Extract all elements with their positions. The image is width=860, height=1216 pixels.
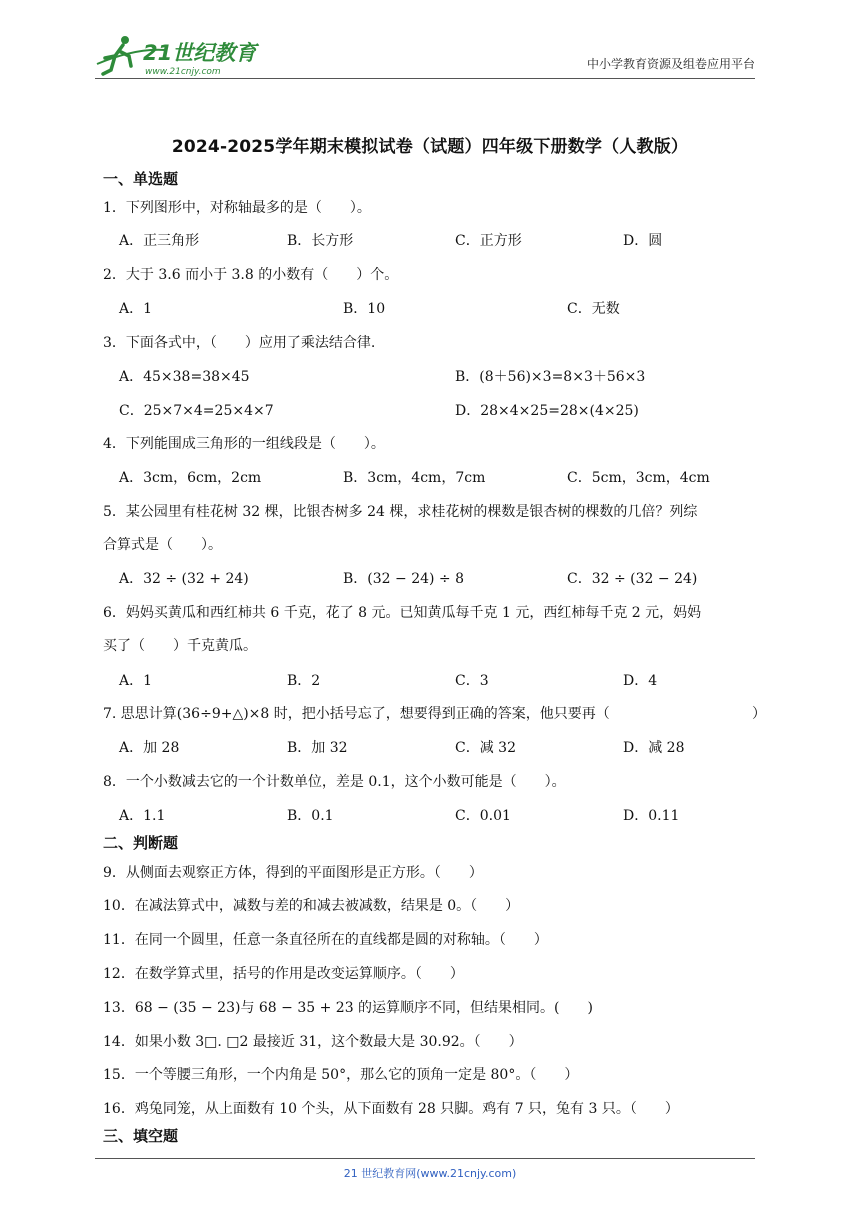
option: D．28×4×25=28×(4×25): [455, 403, 639, 419]
option: D．圆: [623, 233, 663, 249]
page-header: [95, 30, 755, 78]
option: A．1: [119, 673, 153, 689]
question-stem: 4．下列能围成三角形的一组线段是（ ）。: [103, 436, 385, 452]
section-heading-single-choice: 一、单选题: [103, 170, 179, 188]
option: B．10: [343, 301, 386, 317]
option: C．3: [455, 673, 489, 689]
option: A．3cm，6cm，2cm: [119, 470, 262, 486]
option: D．减 28: [623, 740, 685, 756]
logo: [95, 30, 265, 78]
option: A．32 ÷ (32 + 24): [119, 571, 249, 587]
option: B．0.1: [287, 808, 334, 824]
option: B．2: [287, 673, 321, 689]
judge-question: 12．在数学算式里，括号的作用是改变运算顺序。（ ）: [103, 966, 464, 982]
platform-name: 中小学教育资源及组卷应用平台: [586, 57, 755, 71]
option: A．1: [119, 301, 153, 317]
option: B．3cm，4cm，7cm: [343, 470, 486, 486]
question-stem: 8．一个小数减去它的一个计数单位，差是 0.1，这个小数可能是（ ）。: [103, 774, 566, 790]
option: C．25×7×4=25×4×7: [119, 403, 274, 419]
answer-blank-close: ）: [752, 706, 766, 722]
judge-question: 13．68 − (35 − 23)与 68 − 35 + 23 的运算顺序不同，但结果相同。( ): [103, 1000, 593, 1016]
question-stem: 7. 思思计算(36÷9+△)×8 时，把小括号忘了，想要得到正确的答案，他只要再（: [103, 706, 610, 722]
option: A．加 28: [119, 740, 180, 756]
question-stem: 3．下面各式中，（ ）应用了乘法结合律.: [103, 335, 376, 351]
option: C．减 32: [455, 740, 516, 756]
judge-question: 9．从侧面去观察正方体，得到的平面图形是正方形。（ ）: [103, 865, 483, 881]
judge-question: 16．鸡兔同笼，从上面数有 10 个头，从下面数有 28 只脚。鸡有 7 只，兔有 3 只。（ ）: [103, 1101, 679, 1117]
logo-text: 21世纪教育: [143, 41, 257, 65]
option: B．长方形: [287, 233, 354, 249]
section-heading-fill-in: 三、填空题: [103, 1127, 179, 1145]
option: C．0.01: [455, 808, 511, 824]
question-stem: 1．下列图形中，对称轴最多的是（ ）。: [103, 200, 371, 216]
option: C．32 ÷ (32 − 24): [567, 571, 698, 587]
option: B．(32 − 24) ÷ 8: [343, 571, 465, 587]
option: C．5cm，3cm，4cm: [567, 470, 710, 486]
section-heading-true-false: 二、判断题: [103, 834, 179, 852]
question-stem: 6．妈妈买黄瓜和西红柿共 6 千克，花了 8 元。已知黄瓜每千克 1 元，西红柿每千克 2 元，妈妈: [103, 605, 702, 621]
option: A．1.1: [119, 808, 166, 824]
option: A．45×38=38×45: [119, 369, 250, 385]
judge-question: 14．如果小数 3□. □2 最接近 31，这个数最大是 30.92。（ ）: [103, 1034, 523, 1050]
page-title: 2024-2025学年期末模拟试卷（试题）四年级下册数学（人教版）: [171, 137, 689, 157]
option: A．正三角形: [119, 233, 200, 249]
judge-question: 11．在同一个圆里，任意一条直径所在的直线都是圆的对称轴。（ ）: [103, 932, 548, 948]
footer-text: 21 世纪教育网(www.21cnjy.com): [343, 1167, 517, 1180]
option: B．(8＋56)×3=8×3＋56×3: [455, 369, 646, 385]
option: C．正方形: [455, 233, 522, 249]
option: C．无数: [567, 301, 620, 317]
option: B．加 32: [287, 740, 348, 756]
judge-question: 10．在减法算式中，减数与差的和减去被减数，结果是 0。（ ）: [103, 898, 520, 914]
question-stem: 5．某公园里有桂花树 32 棵，比银杏树多 24 棵，求桂花树的棵数是银杏树的棵数的几倍？列综: [103, 504, 698, 520]
judge-question: 15．一个等腰三角形，一个内角是 50°，那么它的顶角一定是 80°。（ ）: [103, 1067, 579, 1083]
option: D．4: [623, 673, 658, 689]
question-stem: 2．大于 3.6 而小于 3.8 的小数有（ ）个。: [103, 267, 399, 283]
question-stem-continued: 买了（ ）千克黄瓜。: [103, 638, 257, 654]
footer-divider: [95, 1158, 755, 1159]
option: D．0.11: [623, 808, 680, 824]
logo-url: www.21cnjy.com: [145, 67, 221, 77]
question-stem-continued: 合算式是（ ）。: [103, 537, 222, 553]
header-divider: [95, 78, 755, 79]
